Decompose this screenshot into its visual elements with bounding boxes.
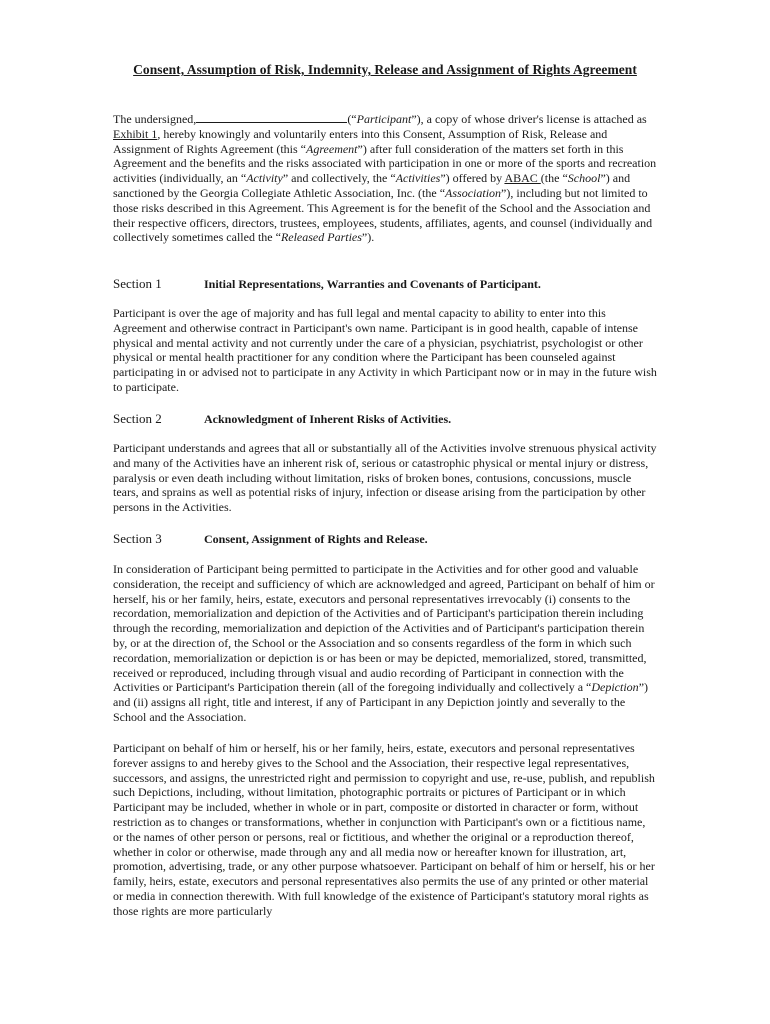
- section-1-paragraph: Participant is over the age of majority and has full legal and mental capacity to ability to enter into this Agreement and otherwise contract in Participant's own name. Participant is in good health, capable of intense physical and mental activity and not currently under the care of a physician, psychiatrist, psychologist or other physical or mental health practitioner for any condition where the Participant has been counseled against participating in or advised not to participate in any Activity in which Participant now or in may in the future wish to participate.: [113, 306, 657, 394]
- intro-text: (the “: [540, 171, 568, 186]
- participant-name-blank[interactable]: [196, 111, 347, 123]
- intro-text: ”) and sanctioned by the Georgia Collegiate Athletic Association, Inc. (the “: [113, 171, 631, 200]
- document-title: Consent, Assumption of Risk, Indemnity, Release and Assignment of Rights Agreement: [133, 62, 637, 77]
- defined-term: Association: [445, 185, 502, 200]
- intro-text: ”).: [361, 230, 375, 245]
- defined-term: Released Parties: [280, 230, 362, 245]
- intro-text: ”), a copy of whose driver's license is attached as: [411, 112, 647, 126]
- intro-text: ”) after full consideration of the matters set forth in this Agreement and the benefits and the risks associated with participation in one or more of the sports and recreation activities (individually, an “: [113, 141, 657, 186]
- paragraph-text: In consideration of Participant being permitted to participate in the Activities and for other good and valuable consideration, the receipt and sufficiency of which are acknowledged and agreed, Participant on behalf of him or herself, his or her family, heirs, estate, executors and personal representatives irrevocably (i) consents to the recordation, memorialization and depiction of the Activities and of Participant's participation therein including through the recording, memorialization and depiction of the Activities and of Participant's participation therein by, or at the direction of, the School or the Association and so consents regardless of the form in which such recordation, memorialization or depiction is or has been or may be depicted, memorialized, stored, transmitted, received or reproduced, including through visual and audio recording of Participant in connection with the Activities or Participant's Participation therein (all of the foregoing individually and collectively a “: [113, 562, 655, 695]
- section-2-paragraph: Participant understands and agrees that all or substantially all of the Activities involve strenuous physical activity and many of the Activities have an inherent risk of, serious or catastrophic physical or mental injury or distress, paralysis or even death including without limitation, risks of broken bones, contusions, concussions, muscle tears, and sprains as well as potential risks of injury, infection or disease arising from the participation by other persons in the Activities.: [113, 441, 657, 515]
- intro-text: ” and collectively, the “: [282, 171, 396, 186]
- intro-paragraph: [113, 111, 658, 245]
- school-name-field: ABAC: [504, 171, 541, 186]
- intro-text: ”), including but not limited to those risks described in this Agreement. This Agreement is for the benefit of the School and the Association and their respective officers, directors, trustees, employees, students, affiliates, agents, and counsel (individually and collectively sometimes called the “: [113, 185, 653, 245]
- section-number: Section 3: [113, 531, 162, 546]
- exhibit-reference: Exhibit 1: [113, 126, 158, 141]
- defined-term: Agreement: [305, 141, 358, 156]
- defined-term: Activities: [395, 171, 441, 186]
- section-heading: Consent, Assignment of Rights and Release.: [204, 532, 428, 546]
- section-3-paragraph-1: [113, 562, 658, 725]
- section-heading: Acknowledgment of Inherent Risks of Activities.: [204, 412, 452, 426]
- intro-text: , hereby knowingly and voluntarily enters into this Consent, Assumption of Risk, Release and Assignment of Rights Agreement (this “: [113, 126, 608, 156]
- section-3-paragraph-2: Participant on behalf of him or herself, his or her family, heirs, estate, executors and personal representatives forever assigns to and hereby gives to the School and the Association, their respective legal representatives, successors, and assigns, the unrestricted right and permission to copyright and use, re-use, publish, and republish such Depictions, including, without limitation, photographic portraits or pictures of Participant or in which Participant may be included, whether in whole or in part, composite or distorted in character or form, without restriction as to changes or transformations, whether in conjunction with Participant's own or a fictitious name, or the names of other person or persons, real or fictitious, and whether the original or a reproduction thereof, whether in color or otherwise, made through any and all media now or hereafter known for illustration, art, promotion, advertising, trade, or any other purpose whatsoever. Participant on behalf of him or herself, his or her family, heirs, estate, executors and personal representatives also permits the use of any printed or other material or media in connection therewith. With full knowledge of the existence of Participant's statutory moral rights as those rights are more particularly: [113, 741, 655, 918]
- defined-term: School: [567, 171, 601, 186]
- intro-text: The undersigned,: [113, 112, 197, 126]
- defined-term: Participant: [356, 112, 412, 126]
- defined-term: Depiction: [591, 680, 639, 695]
- defined-term: Activity: [246, 171, 283, 186]
- section-number: Section 1: [113, 276, 162, 291]
- section-heading: Initial Representations, Warranties and Covenants of Participant.: [204, 277, 541, 291]
- paragraph-text: ”) and (ii) assigns all right, title and interest, if any of Participant in any Depiction jointly and severally to the School and the Association.: [113, 680, 649, 724]
- intro-text: (“: [347, 112, 357, 126]
- intro-text: ”) offered by: [440, 171, 505, 186]
- section-number: Section 2: [113, 411, 162, 426]
